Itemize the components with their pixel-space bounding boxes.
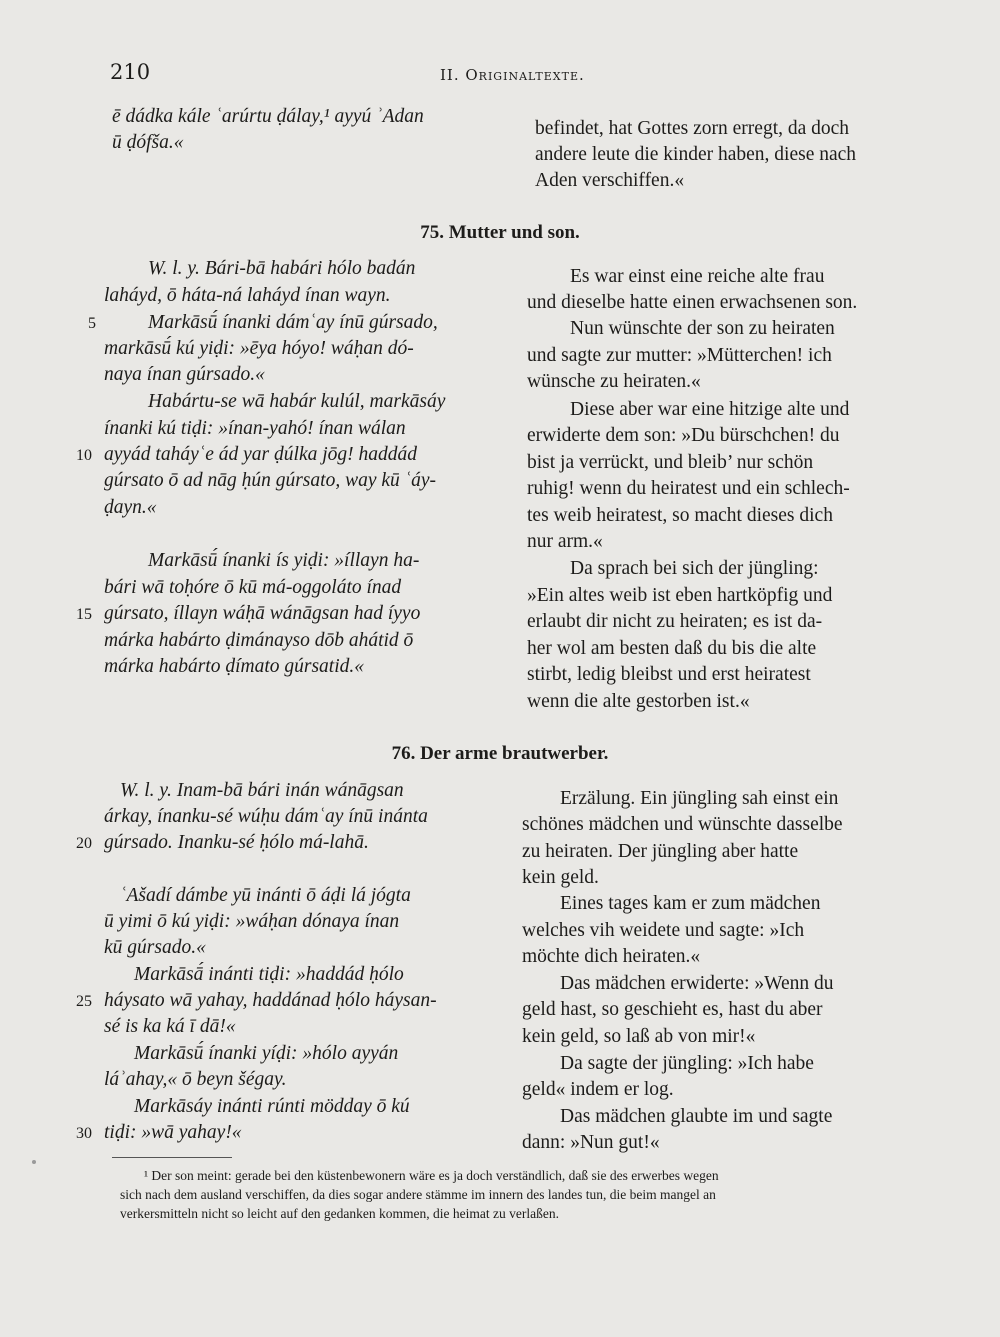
line-number: 25 [76,993,92,1010]
left-line: ínanki kú tiḍi: »ínan-yahó! ínan wálan [104,418,406,439]
right-line: Diese aber war eine hitzige alte und [570,399,850,420]
left-line: Markāsū́ ínanki ís yiḍi: »íllayn ha- [148,550,420,571]
right-line: geld« indem er log. [522,1079,674,1100]
left-line: W. l. y. Inam-bā bári inán wánāgsan [120,780,404,801]
right-line: dann: »Nun gut!« [522,1132,660,1153]
left-line: tiḍi: »wā yahay!« [104,1122,242,1143]
left-line: ū yimi ō kú yiḍi: »wáḥan dónaya ínan [104,911,400,932]
line-number: 30 [76,1125,92,1142]
right-line: wünsche zu heiraten.« [527,371,701,392]
left-line: gúrsado. Inanku-sé ḥólo má-lahā. [104,832,369,853]
section-heading: 75. Mutter und son. [420,222,580,243]
left-line: Markāsáy inánti rúnti mödday ō kú [134,1096,410,1117]
footnote-line: verkersmitteln nicht so leicht auf den gedanken kommen, die heimat zu verlaßen. [120,1206,559,1221]
left-line: Markāsū́ ínanki yíḍi: »hólo ayyán [134,1043,399,1064]
right-line: tes weib heiratest, so macht dieses dich [527,505,833,526]
right-line: bist ja verrückt, und bleib’ nur schön [527,452,814,473]
section-heading: 76. Der arme brautwerber. [391,743,609,764]
running-title: II. Originaltexte. [440,66,585,84]
left-line: márka habárto ḍimánayso dōb ahátid ō [104,630,414,651]
right-line: nur arm.« [527,531,603,552]
footnote-line: sich nach dem ausland verschiffen, da dies sogar andere stämme im innern des landes tun, die beim mangel an [120,1187,716,1202]
right-line: her wol am besten daß du bis die alte [527,638,817,659]
line-number: 20 [76,835,92,852]
right-line: erlaubt dir nicht zu heiraten; es ist da- [527,611,823,632]
left-line: ḍayn.« [104,497,157,518]
right-line: Aden verschiffen.« [535,170,685,191]
left-line: ū ḍófša.« [112,132,184,153]
right-line: kein geld. [522,867,599,888]
left-line: bári wā toḥóre ō kū má-oggoláto ínad [104,577,402,598]
right-line: stirbt, ledig bleibst und erst heiratest [527,664,811,685]
left-line: árkay, ínanku-sé wúḥu dámʿay ínū inánta [104,806,428,827]
right-line: schönes mädchen und wünschte dasselbe [522,814,843,835]
left-line: ʿAšadí dámbe yū inánti ō áḍi lá jógta [120,885,411,906]
left-line: naya ínan gúrsado.« [104,364,265,385]
right-line: Eines tages kam er zum mädchen [560,893,821,914]
left-line: Markāsū́ ínanki dámʿay ínū gúrsado, [148,312,438,333]
page-number: 210 [110,60,151,84]
paper-speck [32,1160,36,1164]
right-line: Da sprach bei sich der jüngling: [570,558,819,579]
line-number: 10 [76,447,92,464]
right-line: und dieselbe hatte einen erwachsenen son. [527,292,858,313]
left-line: laháyd, ō háta-ná laháyd ínan wayn. [104,285,391,306]
right-line: »Ein altes weib ist eben hartköpfig und [527,585,833,606]
right-line: erwiderte dem son: »Du bürschchen! du [527,425,840,446]
right-line: Das mädchen glaubte im und sagte [560,1106,833,1127]
right-line: Nun wünschte der son zu heiraten [570,318,835,339]
left-line: Markāsā́ inánti tiḍi: »haddád ḥólo [134,964,404,985]
left-line: ē dádka kále ʿarúrtu ḍálay,¹ ayyú ʾAdan [112,106,424,127]
right-line: Das mädchen erwiderte: »Wenn du [560,973,834,994]
left-line: Habártu-se wā habár kulúl, markāsáy [148,391,446,412]
right-line: möchte dich heiraten.« [522,946,701,967]
left-line: gúrsato, íllayn wáḥā wánāgsan had íyyo [104,603,421,624]
line-number: 15 [76,606,92,623]
right-line: und sagte zur mutter: »Mütterchen! ich [527,345,832,366]
footnote-rule [112,1157,232,1158]
left-line: márka habárto ḍímato gúrsatid.« [104,656,365,677]
left-line: gúrsato ō ad nāg ḥún gúrsato, way kū ʿáy- [104,470,437,491]
left-line: markāsū́ kú yiḍi: »ēya hóyo! wáḥan dó- [104,338,414,359]
right-line: Erzälung. Ein jüngling sah einst ein [560,788,839,809]
left-line: háysato wā yahay, haddánad ḥólo háysan- [104,990,437,1011]
right-line: Es war einst eine reiche alte frau [570,266,825,287]
right-line: befindet, hat Gottes zorn erregt, da doch [535,118,850,139]
right-line: zu heiraten. Der jüngling aber hatte [522,841,799,862]
left-line: W. l. y. Bári-bā habári hólo badán [148,258,416,279]
left-line: láʾahay,« ō beyn šégay. [104,1069,287,1090]
left-line: sé is ka ká ī dā!« [104,1016,236,1037]
right-line: wenn die alte gestorben ist.« [527,691,750,712]
right-line: welches vih weidete und sagte: »Ich [522,920,805,941]
right-line: andere leute die kinder haben, diese nach [535,144,857,165]
left-line: kū gúrsado.« [104,937,206,958]
footnote-line: ¹ Der son meint: gerade bei den küstenbewonern wäre es ja doch verständlich, daß sie des erwerbes wegen [144,1168,719,1183]
right-line: Da sagte der jüngling: »Ich habe [560,1053,814,1074]
right-line: kein geld, so laß ab von mir!« [522,1026,756,1047]
right-line: ruhig! wenn du heiratest und ein schlech- [527,478,850,499]
line-number: 5 [88,315,96,332]
right-line: geld hast, so geschieht es, hast du aber [522,999,823,1020]
left-line: ayyád taháyʿe ád yar ḍúlka jōg! haddád [104,444,418,465]
